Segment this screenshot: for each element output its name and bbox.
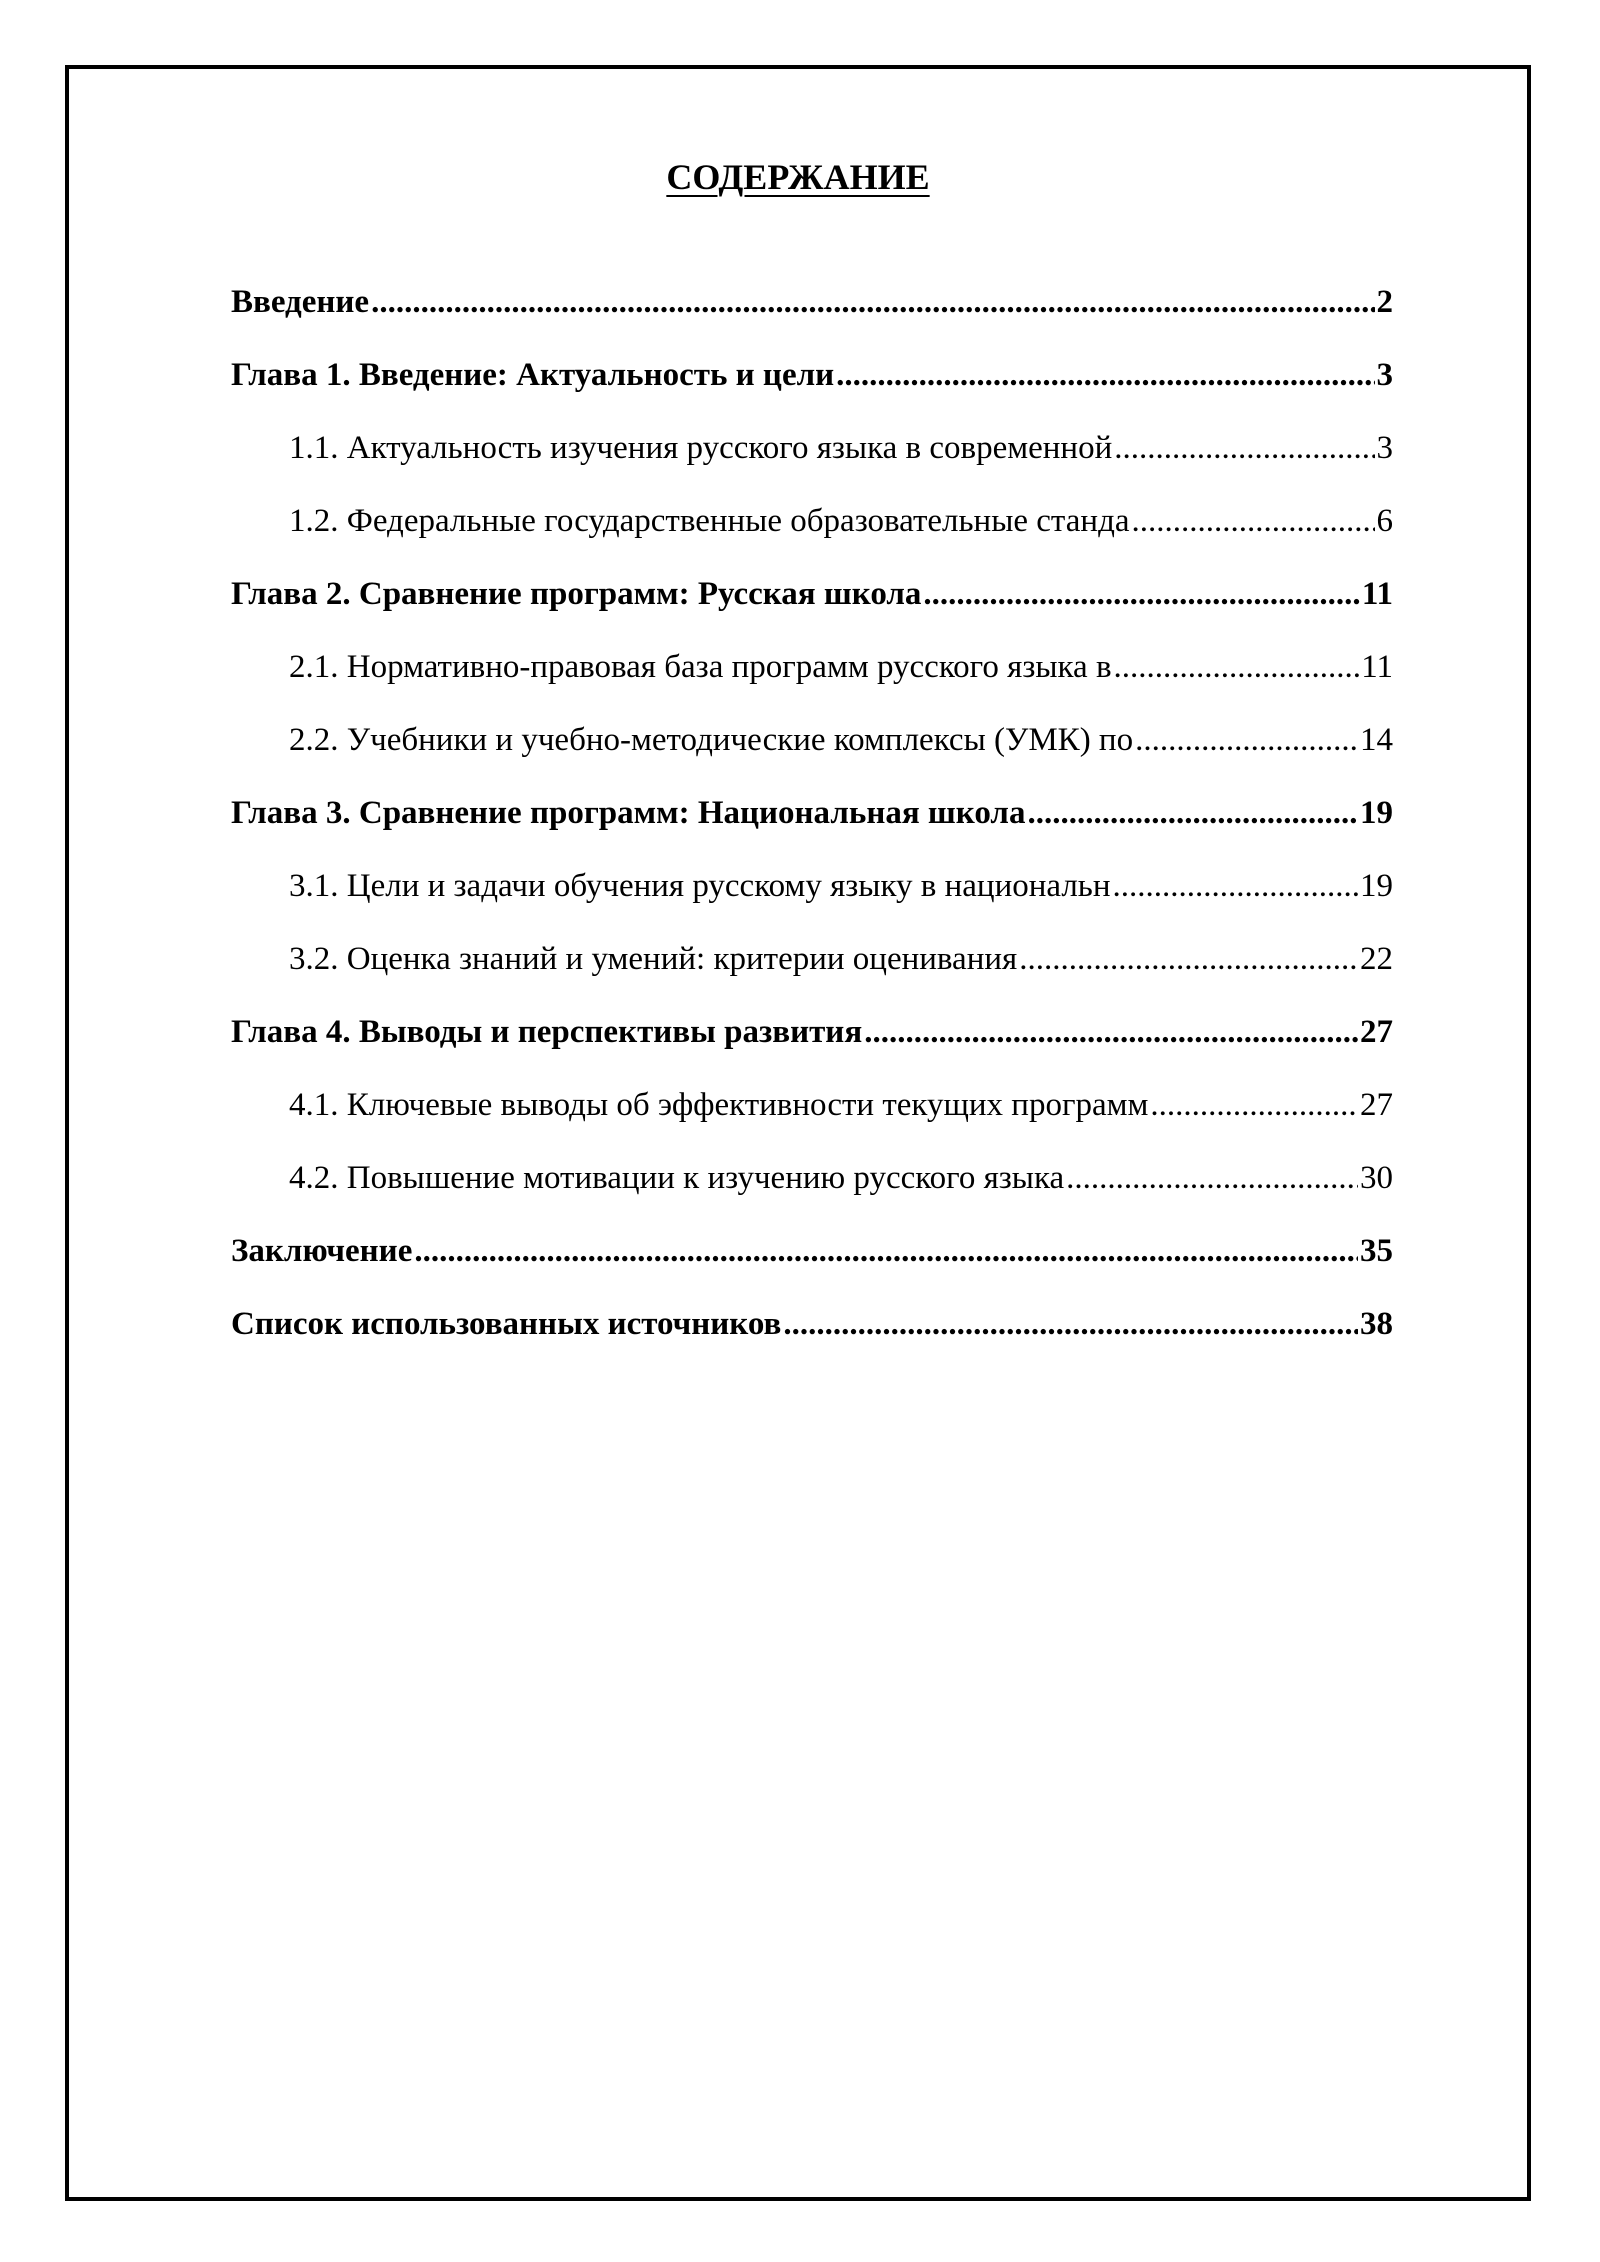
toc-page-number: 19 bbox=[1360, 795, 1393, 831]
toc-entry-text: 3.1. Цели и задачи обучения русскому языку в национальн bbox=[289, 868, 1111, 904]
table-of-contents bbox=[231, 266, 1393, 1361]
toc-dot-leader bbox=[1027, 777, 1358, 850]
toc-entry-references[interactable] bbox=[231, 1288, 1393, 1361]
toc-entry-section-2-1[interactable] bbox=[231, 631, 1393, 704]
toc-entry-text: 3.2. Оценка знаний и умений: критерии оценивания bbox=[289, 941, 1018, 977]
toc-entry-text: 4.2. Повышение мотивации к изучению русского языка bbox=[289, 1160, 1065, 1196]
toc-entry-section-1-1[interactable] bbox=[231, 412, 1393, 485]
toc-entry-text: Введение bbox=[231, 284, 370, 320]
toc-entry-text: 1.1. Актуальность изучения русского языка в современной bbox=[289, 430, 1113, 466]
toc-page-number: 27 bbox=[1360, 1087, 1393, 1123]
toc-entry-section-3-2[interactable] bbox=[231, 923, 1393, 996]
toc-entry-text: Глава 3. Сравнение программ: Национальная школа bbox=[231, 795, 1026, 831]
toc-dot-leader bbox=[1114, 412, 1374, 485]
toc-entry-section-1-2[interactable] bbox=[231, 485, 1393, 558]
toc-page-number: 27 bbox=[1360, 1014, 1393, 1050]
toc-dot-leader bbox=[1066, 1142, 1358, 1215]
toc-dot-leader bbox=[1113, 850, 1358, 923]
toc-page-number: 19 bbox=[1360, 868, 1393, 904]
toc-entry-text: Список использованных источников bbox=[231, 1306, 782, 1342]
toc-entry-text: Глава 2. Сравнение программ: Русская школа bbox=[231, 576, 922, 612]
toc-page-number: 30 bbox=[1360, 1160, 1393, 1196]
toc-entry-chapter-4[interactable] bbox=[231, 996, 1393, 1069]
toc-page-number: 2 bbox=[1376, 284, 1393, 320]
toc-entry-introduction[interactable] bbox=[231, 266, 1393, 339]
toc-page-number: 14 bbox=[1360, 722, 1393, 758]
toc-dot-leader bbox=[1135, 704, 1358, 777]
toc-page-number: 38 bbox=[1360, 1306, 1393, 1342]
toc-entry-section-2-2[interactable] bbox=[231, 704, 1393, 777]
toc-dot-leader bbox=[1114, 631, 1360, 704]
toc-entry-text: Глава 4. Выводы и перспективы развития bbox=[231, 1014, 863, 1050]
toc-entry-chapter-2[interactable] bbox=[231, 558, 1393, 631]
toc-entry-text: Глава 1. Введение: Актуальность и цели bbox=[231, 357, 835, 393]
toc-entry-conclusion[interactable] bbox=[231, 1215, 1393, 1288]
toc-entry-chapter-1[interactable] bbox=[231, 339, 1393, 412]
toc-dot-leader bbox=[864, 996, 1358, 1069]
toc-page-number: 3 bbox=[1376, 430, 1393, 466]
toc-entry-section-4-1[interactable] bbox=[231, 1069, 1393, 1142]
page-frame bbox=[65, 65, 1531, 2201]
toc-page-number: 11 bbox=[1361, 649, 1393, 685]
toc-page-number: 22 bbox=[1360, 941, 1393, 977]
toc-entry-section-3-1[interactable] bbox=[231, 850, 1393, 923]
toc-entry-text: 2.2. Учебники и учебно-методические комплексы (УМК) по bbox=[289, 722, 1134, 758]
toc-page-number: 3 bbox=[1376, 357, 1393, 393]
toc-dot-leader bbox=[783, 1288, 1358, 1361]
toc-entry-text: 1.2. Федеральные государственные образовательные станда bbox=[289, 503, 1130, 539]
toc-entry-text: 2.1. Нормативно-правовая база программ русского языка в bbox=[289, 649, 1112, 685]
toc-page-number: 11 bbox=[1361, 576, 1393, 612]
toc-page-number: 6 bbox=[1376, 503, 1393, 539]
toc-dot-leader bbox=[414, 1215, 1358, 1288]
toc-dot-leader bbox=[1019, 923, 1358, 996]
toc-entry-section-4-2[interactable] bbox=[231, 1142, 1393, 1215]
toc-entry-text: 4.1. Ключевые выводы об эффективности текущих программ bbox=[289, 1087, 1149, 1123]
toc-dot-leader bbox=[371, 266, 1374, 339]
toc-dot-leader bbox=[1150, 1069, 1358, 1142]
toc-dot-leader bbox=[836, 339, 1374, 412]
toc-entry-chapter-3[interactable] bbox=[231, 777, 1393, 850]
toc-entry-text: Заключение bbox=[231, 1233, 413, 1269]
toc-dot-leader bbox=[923, 558, 1359, 631]
toc-title: СОДЕРЖАНИЕ bbox=[666, 157, 930, 197]
toc-dot-leader bbox=[1132, 485, 1375, 558]
toc-page-number: 35 bbox=[1360, 1233, 1393, 1269]
